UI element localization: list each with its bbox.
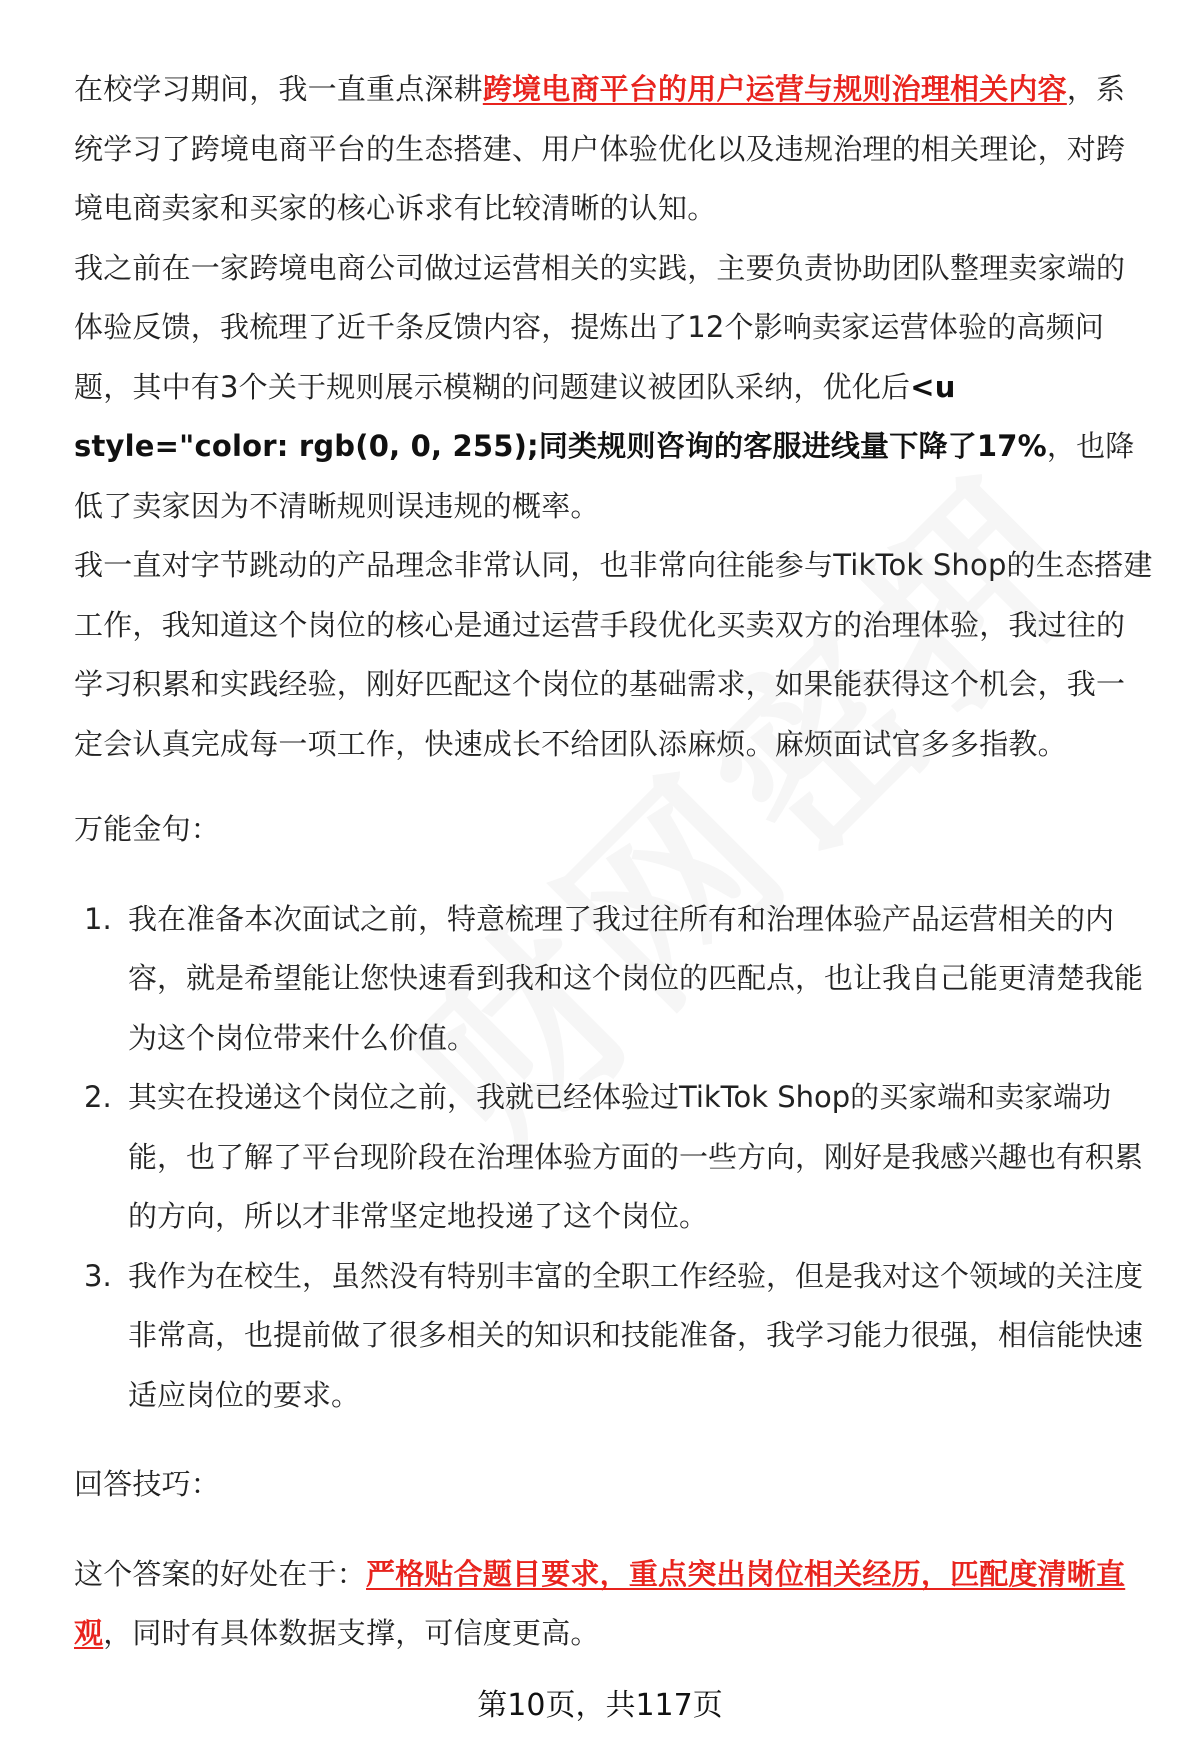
list-item: 2. 其实在投递这个岗位之前，我就已经体验过TikTok Shop的买家端和卖家端功能，也了解了平台现阶段在治理体验方面的一些方向，刚好是我感兴趣也有积累的方向，所以才非常坚定地投递了这个岗位。 <box>84 1080 1144 1233</box>
paragraph-motivation: 我一直对字节跳动的产品理念非常认同，也非常向往能参与TikTok Shop的生态搭建工作，我知道这个岗位的核心是通过运营手段优化买卖双方的治理体验，我过往的学习积累和实践经验，刚好匹配这个岗位的基础需求，如果能获得这个机会，我一定会认真完成每一项工作，快速成长不给团队添麻烦。麻烦面试官多多指教。 <box>74 548 1153 761</box>
highlight-study-focus: 跨境电商平台的用户运营与规则治理相关内容 <box>482 72 1067 106</box>
page-number: 第10页，共117页 <box>477 1688 723 1723</box>
highlight-tips: 严格贴合题目要求，重点突出岗位相关经历，匹配度清晰直观 <box>74 1556 1126 1650</box>
paragraph-tips: 这个答案的好处在于：严格贴合题目要求，重点突出岗位相关经历，匹配度清晰直观，同时有具体数据支撑，可信度更高。 <box>74 1556 1126 1650</box>
paragraph-study: 在校学习期间，我一直重点深耕跨境电商平台的用户运营与规则治理相关内容，系统学习了跨境电商平台的生态搭建、用户体验优化以及违规治理的相关理论，对跨境电商卖家和买家的核心诉求有比较清晰的认知。 <box>74 72 1126 225</box>
list-item: 1. 我在准备本次面试之前，特意梳理了我过往所有和治理体验产品运营相关的内容，就是希望能让您快速看到我和这个岗位的匹配点，也让我自己能更清楚我能为这个岗位带来什么价值。 <box>84 901 1144 1055</box>
tips-heading: 回答技巧： <box>74 1467 221 1501</box>
golden-list <box>74 890 1154 1426</box>
document-body <box>74 60 1154 1664</box>
list-item: 3. 我作为在校生，虽然没有特别丰富的全职工作经验，但是我对这个领域的关注度非常高，也提前做了很多相关的知识和技能准备，我学习能力很强，相信能快速适应岗位的要求。 <box>84 1258 1144 1412</box>
golden-heading: 万能金句： <box>74 812 221 846</box>
bold-result: <u style="color: rgb(0, 0, 255);同类规则咨询的客服进线量下降了17% <box>74 369 1047 463</box>
paragraph-experience: 我之前在一家跨境电商公司做过运营相关的实践，主要负责协助团队整理卖家端的体验反馈，我梳理了近千条反馈内容，提炼出了12个影响卖家运营体验的高频问题，其中有3个关于规则展示模糊的问题建议被团队采纳，优化后<u style="color: rgb(0, 0, 255);同类规则咨询的客服进线量下降了17%，也降低了卖家因为不清晰规则误违规的概率。 <box>74 250 1135 523</box>
